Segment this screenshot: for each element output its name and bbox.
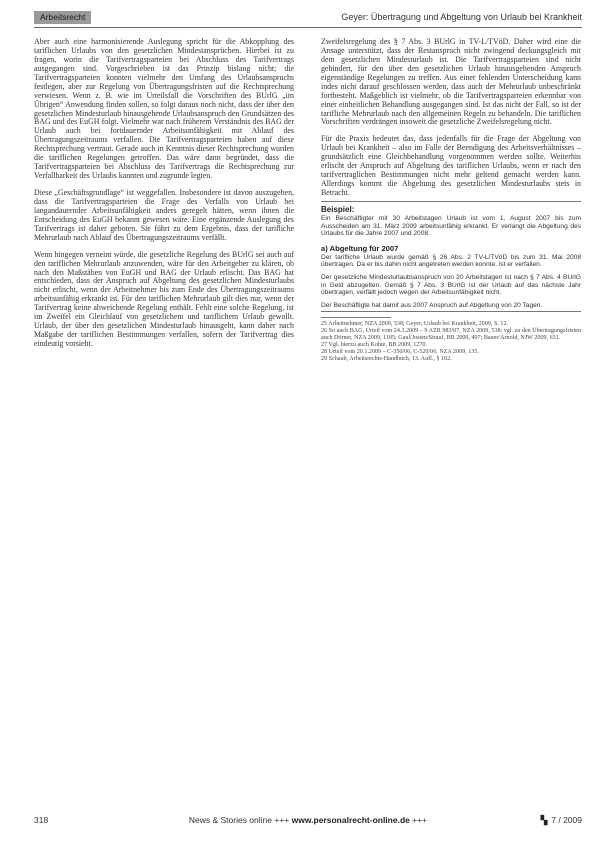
issue-label — [541, 815, 582, 826]
left-paragraph-2: Diese „Geschäftsgrundlage“ ist weggefallen. Insbesondere ist davon auszugehen, dass die Tarifvertragsparteien die Frage des Verfalls von Urlaub bei langandauernder Arbeitsunfähigkeit anders geregelt hätten, wenn ihnen die Entscheidung des EuGH bekannt gewesen wäre. Eine ergänzende Auslegung des Tarifvertrags ist daher geboten. Sie führt zu dem Ergebnis, dass der tarifliche Mehrurlaub nach Ablauf des Übertragungszeitraums verfällt. — [34, 188, 294, 242]
page-header — [34, 10, 582, 28]
section-tag: Arbeitsrecht — [34, 11, 91, 24]
example-box-title: Beispiel: — [321, 204, 355, 214]
footnote-29: 29 Schaub, Arbeitsrechts-Handbuch, 13. Aufl., § 102. — [321, 356, 452, 363]
footer-url-link[interactable]: www.personalrecht-online.de — [291, 815, 410, 825]
page-footer — [34, 815, 582, 829]
left-paragraph-1: Aber auch eine harmonisierende Auslegung spricht für die Abkopplung des tariflichen Urlaubs von den gesetzlichen Mindestansprüchen. Hierbei ist zu fragen, worin die Tarifvertragsparteien bei Abschluss des Tarifvertrags ausgegangen sind. Vorgeschrieben ist das Prinzip bislang nicht; die Tarifvertragsparteien konnten vielmehr den Umfang des Urlaubsanspruchs festlegen, aber zur Regelung von Übertragungsfristen auf die Rechtsprechung verwiesen. Wenn z. B. wie im Urteilsfall die Vorschriften des BUrlG „im Übrigen“ Anwendung finden sollen, so folgt daraus noch nicht, dass der über den gesetzlichen Mindesturlaub hinausgehende Urlaubsanspruch den Grundsätzen des BAG und des EuGH folgt. Vielmehr war nach früherem Verständnis des BAG der Urlaub auch bei fortdauernder Arbeitsunfähigkeit mit Ablauf des Übertragungszeitraums verfallen. Die Tarifvertragsparteien haben auf diese Rechtsprechung vertraut. Gerade auch in Kenntnis dieser Rechtsprechung wurden die tariflichen Regelungen getroffen. Das wäre dann begründet, dass die Tarifvertragsparteien bei Abschluss des Tarifvertrags die Rechtsprechung zur Verfallbarkeit des Urlaubs kannten und zugrunde legten. — [34, 37, 294, 181]
page-number: 318 — [34, 815, 49, 825]
example-intro: Ein Beschäftigter mit 30 Arbeitstagen Urlaub ist vom 1. August 2007 bis zum Ausscheiden am 31. März 2009 arbeitsunfähig erkrankt. Er verlangt die Abgeltung des Urlaubs für die Jahre 2007 und 2008. — [321, 214, 581, 238]
footnote-27: 27 Vgl. hierzu auch Kohte, BB 2009, 1270. — [321, 342, 428, 349]
footnote-26: 26 So auch BAG, Urteil vom 24.3.2009 – 9 AZR 983/07, NZA 2009, 538; vgl. zu den Übertragungsfristen auch Dörner, NZA 2009, 1185; Gaul/Josten/Strauf, BB 2009, 497; Bauer/Arnold, NJW 2009, 631. — [321, 328, 581, 342]
example-subheading: a) Abgeltung für 2007 — [321, 243, 399, 253]
footnote-28: 28 Urteil vom 20.1.2009 – C-350/06, C-520/06, NZA 2009, 135. — [321, 349, 479, 356]
publisher-logo-icon: ▚ — [540, 815, 548, 825]
left-column — [34, 38, 294, 349]
right-paragraph-1: Zweifelsregelung des § 7 Abs. 3 BUrlG in TV-L/TVöD. Daher wird eine die Ansage unterstützt, dass der Restanspruch nicht zwingend deckungsgleich mit dem gesetzlichen Mindesturlaub ist. Die Tarifvertragsparteien sind nicht gehindert, für den über den gesetzlichen Urlaub hinausgehenden Anspruch eigenständige Regelungen zu treffen. Aus einer fehlenden Unterscheidung kann indes nicht darauf geschlossen werden, dass auch der Mehrurlaub unbeschränkt fortbesteht. Maßgeblich ist vielmehr, ob die Tarifvertragsparteien erkennbar von einer einheitlichen Behandlung ausgegangen sind. Ist das nicht der Fall, so ist der tarifliche Mehrurlaub nach den allgemeinen Regeln zu behandeln. Die tariflichen Vorschriften verdrängen insoweit die gesetzliche Zweifelsregelung nicht. — [321, 37, 581, 127]
right-column — [321, 38, 581, 363]
left-paragraph-3: Wenn hingegen verneint würde, die gesetzliche Regelung des BUrlG sei auch auf den tariflichen Mehrurlaub anzuwenden, wäre für den Arbeitgeber zu klären, ob nach den Maßstäben von EuGH und BAG der Urlaub erlischt. Das BAG hat entschieden, dass der Anspruch auf Abgeltung des gesetzlichen Mindesturlaubs nicht erlischt, wenn der Arbeitnehmer bis zum Ende des Übertragungszeitraums arbeitsunfähig erkrankt ist. Für den tariflichen Mehrurlaub gilt dies nur, wenn der Tarifvertrag keine abweichende Regelung enthält. Fehlt eine solche Regelung, ist im Zweifel ein Gleichlauf von gesetzlichem und tariflichem Urlaub gewollt. Urlaub, der über den gesetzlichen Mindesturlaub hinausgeht, kann daher nach Maßgabe der tariflichen Bestimmungen verfallen, sofern der Tarifvertrag dies eindeutig vorsieht. — [34, 249, 294, 348]
example-paragraph-4: Der Beschäftigte hat damit aus 2007 Anspruch auf Abgeltung von 20 Tagen. — [321, 301, 543, 309]
footnote-rule — [321, 317, 391, 318]
footer-prefix: News & Stories online — [188, 815, 272, 825]
footnote-25: 25 Arbeitnehmer, NZA 2009, 538; Geyer, Urlaub bei Krankheit, 2009, S. 12. — [321, 321, 509, 328]
example-paragraph-2: Der tarifliche Urlaub wurde gemäß § 26 Abs. 2 TV-L/TVöD bis zum 31. Mai 2008 übertragen. Da er bis dahin nicht angetreten werden konnte, ist er verfallen. — [321, 253, 581, 269]
example-paragraph-3: Der gesetzliche Mindesturlaubsanspruch von 20 Arbeitstagen ist nach § 7 Abs. 4 BUrlG in Geld abzugelten. Gemäß § 7 Abs. 3 BUrlG ist der Urlaub auf das nächste Jahr übertragen, verfällt jedoch wegen der Arbeitsunfähigkeit nicht. — [321, 273, 581, 297]
issue-number: 7 / 2009 — [551, 815, 582, 825]
running-title: Geyer: Übertragung und Abgeltung von Urlaub bei Krankheit — [341, 12, 582, 22]
right-paragraph-2: Für die Praxis bedeutet das, dass jedenfalls für die Frage der Abgeltung von Urlaub bei Krankheit – also im Falle der Beendigung des Arbeitsverhältnisses – grundsätzlich eine Gleichbehandlung vorgenommen werden sollte. Weiterhin erlischt der Anspruch auf Abgeltung des tariflichen Urlaubs, wenn er nach den tarifvertraglichen Bestimmungen nicht mehr geltend gemacht werden kann. Allerdings kommt die Abgeltung des gesetzlichen Mindesturlaubs stets in Betracht. — [321, 134, 581, 197]
example-box — [321, 201, 581, 312]
footer-center: News & Stories online +++ www.personalrecht-online.de +++ — [188, 815, 428, 825]
